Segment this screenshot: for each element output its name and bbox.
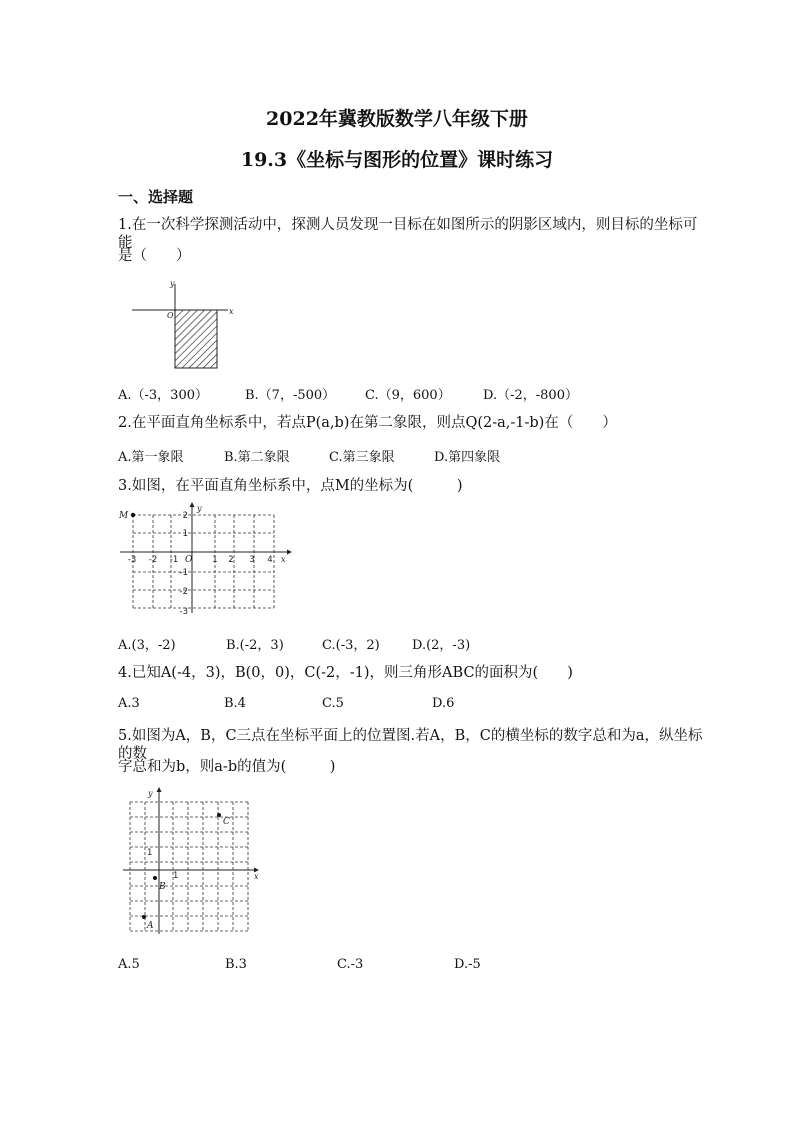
origin-label: O [167, 311, 174, 320]
option-c[interactable]: C.（9，600） [365, 388, 451, 403]
y-tick: -2 [179, 587, 188, 597]
point-m-label: M [119, 511, 129, 521]
option-c[interactable]: C.(-3，2) [322, 638, 380, 653]
point-c-label: C [223, 817, 230, 827]
x-axis-label: x [229, 307, 234, 316]
shaded-region [175, 310, 217, 368]
y-tick: 2 [182, 511, 188, 521]
x-axis-arrow [287, 550, 292, 555]
question-3-line-1: 3.如图，在平面直角坐标系中，点M的坐标为( ) [118, 478, 463, 494]
y-axis-label: y [148, 789, 153, 798]
x-tick-1: 1 [173, 871, 179, 881]
option-b[interactable]: B.第二象限 [224, 450, 290, 465]
y-axis-arrow [190, 502, 195, 507]
question-5-line-1: 5.如图为A，B，C三点在坐标平面上的位置图.若A，B，C的横坐标的数字总和为a，纵坐标的数 [118, 728, 703, 762]
y-axis-label: y [170, 279, 175, 288]
x-tick: -2 [148, 555, 158, 565]
point-m [131, 513, 135, 517]
option-a[interactable]: A.（-3，300） [118, 388, 208, 403]
y-tick: -1 [179, 568, 188, 578]
x-tick: 1 [212, 555, 218, 565]
option-c[interactable]: C.5 [322, 696, 344, 711]
question-1-line-2: 是（ ） [118, 248, 191, 264]
option-d[interactable]: D.第四象限 [434, 450, 501, 465]
x-tick: 3 [249, 555, 255, 565]
question-4-line-1: 4.已知A(-4，3)，B(0，0)，C(-2，-1)，则三角形ABC的面积为( ) [118, 665, 573, 681]
y-axis-arrow [157, 787, 162, 792]
question-3-figure [115, 503, 295, 618]
point-a [142, 915, 146, 919]
question-1-figure [128, 280, 238, 375]
x-axis-label: x [254, 872, 259, 881]
option-c[interactable]: C.第三象限 [329, 450, 395, 465]
question-2-line-1: 2.在平面直角坐标系中，若点P(a,b)在第二象限，则点Q(2-a,-1-b)在（ ） [118, 415, 617, 431]
origin-label: O [185, 555, 193, 565]
option-d[interactable]: D.-5 [454, 957, 481, 972]
section-heading: 一、选择题 [118, 188, 194, 206]
question-5-figure [118, 786, 268, 936]
document-title: 2022年冀教版数学八年级下册 [266, 108, 528, 130]
option-a[interactable]: A.5 [118, 957, 140, 972]
point-c [217, 813, 221, 817]
option-b[interactable]: B.(-2，3) [226, 638, 284, 653]
option-b[interactable]: B.3 [225, 957, 247, 972]
x-tick: -1 [169, 555, 179, 565]
x-tick: -3 [127, 555, 137, 565]
x-tick: 4 [267, 555, 273, 565]
option-a[interactable]: A.第一象限 [118, 450, 184, 465]
question-1-line-1: 1.在一次科学探测活动中，探测人员发现一目标在如图所示的阴影区域内，则目标的坐标可能 [118, 217, 698, 251]
option-d[interactable]: D.(2，-3) [412, 638, 471, 653]
y-tick: -3 [179, 607, 188, 617]
y-tick: 1 [182, 529, 188, 539]
y-tick-1: 1 [147, 848, 153, 858]
option-a[interactable]: A.3 [118, 696, 140, 711]
point-a-label: A [147, 921, 154, 931]
option-c[interactable]: C.-3 [337, 957, 364, 972]
option-b[interactable]: B.4 [224, 696, 246, 711]
option-d[interactable]: D.（-2，-800） [483, 388, 578, 403]
question-5-line-2: 字总和为b，则a-b的值为( ) [118, 759, 336, 775]
y-axis-label: y [197, 504, 202, 513]
x-tick: 2 [228, 555, 234, 565]
document-subtitle: 19.3《坐标与图形的位置》课时练习 [240, 149, 554, 171]
option-a[interactable]: A.(3，-2) [118, 638, 176, 653]
x-axis-label: x [281, 555, 286, 564]
point-b [153, 876, 157, 880]
option-b[interactable]: B.（7，-500） [245, 388, 336, 403]
point-b-label: B [159, 882, 166, 892]
option-d[interactable]: D.6 [432, 696, 455, 711]
